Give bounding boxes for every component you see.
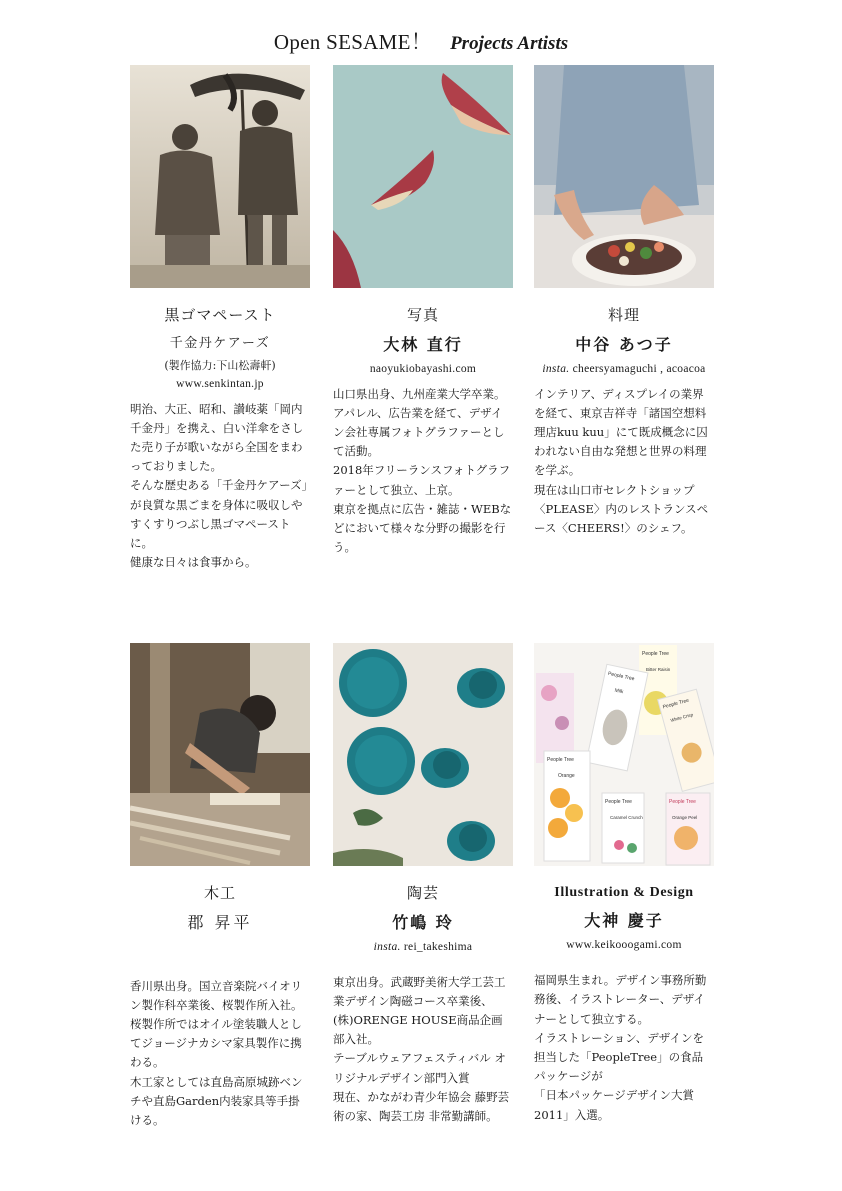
artist-title: 写真	[406, 306, 439, 324]
bio-paragraph: 2018年フリーランスフォトグラファーとして独立、上京。	[333, 463, 511, 497]
package-brand-label: People Tree	[669, 799, 696, 805]
artist-name: 大林 直行	[383, 334, 463, 354]
artist-name: 郡 昇平	[187, 912, 253, 932]
woodworker-photo	[130, 643, 310, 866]
insta-handle: rei_takeshima	[403, 940, 473, 953]
package-brand-label: People Tree	[607, 670, 635, 683]
page-subtitle: Projects Artists	[450, 33, 569, 54]
package-flavor-label: White Crisp	[669, 712, 694, 723]
vintage-vendors-photo	[130, 65, 310, 288]
bio-paragraph: 桜製作所ではオイル塗装職人としてジョージナカシマ家具製作に携わる。	[130, 1016, 302, 1070]
package-flavor-label: Orange	[558, 773, 575, 779]
artist-card-woodwork	[130, 643, 310, 1130]
artist-link[interactable]: www.keikooogami.com	[566, 939, 682, 952]
bio-paragraph: 健康な日々は食事から。	[130, 555, 257, 570]
artist-title: 木工	[203, 884, 236, 902]
artist-name: 千金丹ケアーズ	[169, 335, 271, 351]
bio-paragraph: 木工家としては直島高原城跡ベンチや直島Garden内装家具等手掛ける。	[130, 1074, 303, 1127]
bio-paragraph: 「日本パッケージデザイン大賞2011」入選。	[534, 1088, 694, 1122]
bio-paragraph: そんな歴史ある「千金丹ケアーズ」が良質な黒ごまを身体に吸収しやすくすりつぶし黒ゴマペーストに。	[130, 478, 308, 550]
artist-instagram[interactable]	[534, 363, 714, 375]
artist-title: Illustration & Design	[554, 885, 694, 900]
bio-paragraph: 東京出身。武蔵野美術大学工芸工業デザイン陶磁コース卒業後、(株)ORENGE HOUSE商品企画部入社。	[333, 974, 506, 1047]
package-flavor-label: Caramel Crunch	[610, 815, 643, 820]
artist-card-illustration	[534, 643, 714, 1125]
package-flavor-label: Bitter Raisin	[646, 667, 671, 672]
artist-title: 黒ゴマペースト	[164, 306, 276, 324]
bio-paragraph: 福岡県生まれ。デザイン事務所勤務後、イラストレーター、デザイナーとして独立する。	[534, 973, 707, 1026]
artist-bio	[130, 400, 310, 573]
bio-paragraph: 東京を拠点に広告・雑誌・WEBなどにおいて様々な分野の撮影を行う。	[333, 501, 512, 555]
chef-plating-photo	[534, 65, 714, 288]
bio-paragraph: 現在、かながわ青少年協会 藤野芸術の家、陶芸工房 非常勤講師。	[333, 1089, 510, 1123]
bio-paragraph: 現在は山口市セレクトショップ〈PLEASE〉内のレストランスペース〈CHEERS!〉のシェフ。	[534, 482, 709, 535]
package-brand-label: People Tree	[642, 651, 669, 657]
chocolate-packages-photo	[534, 643, 714, 866]
artist-bio	[130, 977, 310, 1131]
artist-title: 陶芸	[406, 884, 439, 902]
insta-handle: cheersyamaguchi , acoacoa	[572, 362, 706, 375]
bio-paragraph: 香川県出身。国立音楽院バイオリン製作科卒業後、桜製作所入社。	[130, 978, 303, 1012]
artist-title: 料理	[607, 306, 640, 324]
package-brand-label: People Tree	[605, 799, 632, 805]
package-brand-label: People Tree	[662, 697, 690, 711]
bio-paragraph: テーブルウェアフェスティバル オリジナルデザイン部門入賞	[333, 1051, 506, 1085]
page-header	[0, 26, 842, 56]
bio-paragraph: インテリア、ディスプレイの業界を経て、東京吉祥寺「諸国空想料理店kuu kuu」にて既成概念に囚われない自由な発想と世界の料理を学ぶ。	[534, 386, 708, 478]
bio-paragraph: イラストレーション、デザインを担当した「PeopleTree」の食品パッケージが	[534, 1030, 704, 1084]
artist-name: 大神 慶子	[584, 911, 664, 931]
page-title: Open SESAME！	[273, 30, 433, 54]
package-flavor-label: Milk	[614, 687, 624, 696]
artist-instagram[interactable]	[333, 941, 513, 953]
bio-paragraph: 明治、大正、昭和、讃岐薬「岡内千金丹」を携え、白い洋傘をさした売り子が歌いながら全国をまわっておりました。	[130, 401, 304, 474]
artist-card-photo	[333, 65, 513, 557]
artist-name: 竹嶋 玲	[392, 912, 454, 932]
artist-bio	[333, 385, 513, 558]
artist-card-ceramics	[333, 643, 513, 1126]
artist-note: (製作協力:下山松壽軒)	[164, 358, 276, 372]
artist-link[interactable]: www.senkintan.jp	[176, 377, 264, 390]
artist-bio	[534, 971, 714, 1125]
package-flavor-label: Orange Peel	[672, 815, 698, 820]
petals-photo	[333, 65, 513, 288]
artist-card-cooking	[534, 65, 714, 538]
bio-paragraph: 山口県出身、九州産業大学卒業。アパレル、広告業を経て、デザイン会社専属フォトグラファーとして活動。	[333, 386, 506, 459]
teal-ceramics-photo	[333, 643, 513, 866]
insta-prefix: insta.	[373, 940, 401, 953]
package-brand-label: People Tree	[547, 757, 574, 763]
artist-name: 中谷 あつ子	[575, 334, 673, 354]
artist-card-sesame-paste	[130, 65, 310, 572]
artist-link[interactable]: naoyukiobayashi.com	[369, 362, 477, 375]
artist-bio	[534, 385, 714, 539]
insta-prefix: insta.	[542, 362, 570, 375]
artist-bio	[333, 973, 513, 1127]
